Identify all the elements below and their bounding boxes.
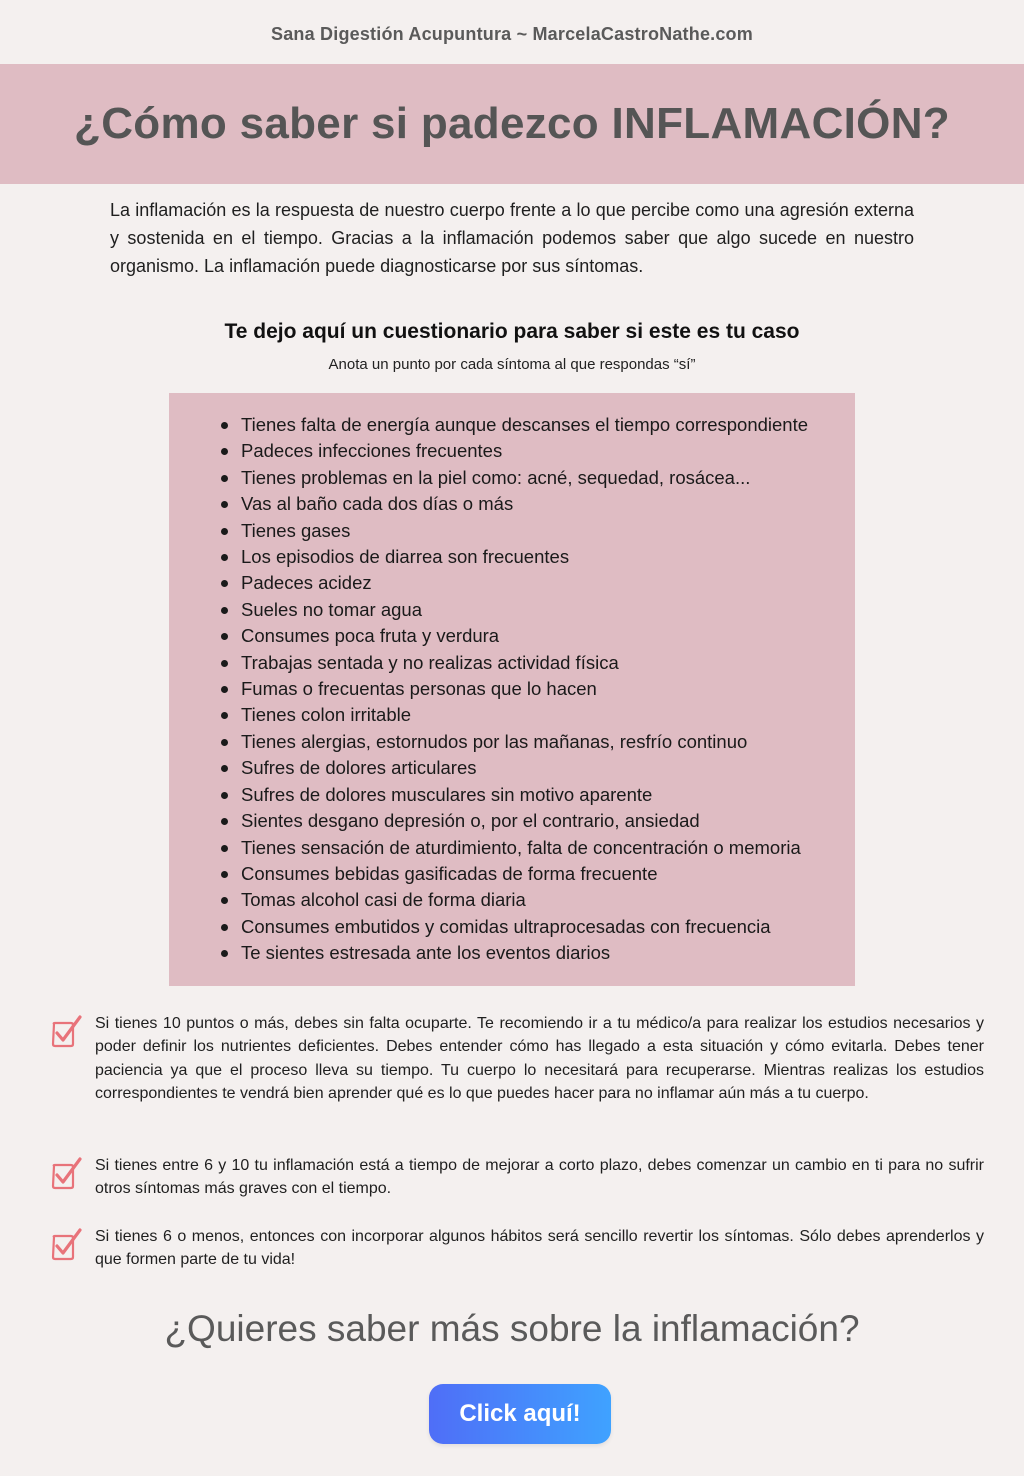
result-text: Si tienes 10 puntos o más, debes sin falta ocuparte. Te recomiendo ir a tu médico/a para realizar los estudios necesarios y poder definir los nutrientes deficientes. Debes entender cómo has llegado a esta situación y cómo evitarla. Debes tener paciencia ya que el proceso lleva su tiempo. Tu cuerpo lo necesitará para recuperarse. Mientras realizas los estudios correspondientes te vendrá bien aprender qué es lo que puedes hacer para no inflamar aún más a tu cuerpo. [95, 1015, 984, 1103]
title-banner [0, 64, 1024, 184]
symptom-item: Fumas o frecuentas personas que lo hacen [241, 676, 855, 702]
checkbox-check-icon [50, 1227, 82, 1261]
symptom-item: Vas al baño cada dos días o más [241, 491, 855, 517]
bullet-icon [221, 501, 228, 508]
symptom-item: Tienes falta de energía aunque descanses el tiempo correspondiente [241, 412, 855, 438]
symptom-item: Tomas alcohol casi de forma diaria [241, 887, 855, 913]
quiz-instructions: Anota un punto por cada síntoma al que respondas “sí” [328, 356, 696, 373]
bullet-icon [221, 950, 228, 957]
click-here-button[interactable]: Click aquí! [429, 1384, 611, 1444]
result-text: Si tienes entre 6 y 10 tu inflamación está a tiempo de mejorar a corto plazo, debes comenzar un cambio en ti para no sufrir otros síntomas más graves con el tiempo. [95, 1157, 984, 1198]
bullet-icon [221, 924, 228, 931]
bullet-icon [221, 897, 228, 904]
bullet-icon [221, 739, 228, 746]
symptom-item: Tienes gases [241, 518, 855, 544]
site-header: Sana Digestión Acupuntura ~ MarcelaCastroNathe.com [271, 24, 753, 44]
bullet-icon [221, 633, 228, 640]
bullet-icon [221, 845, 228, 852]
symptom-item: Tienes alergias, estornudos por las mañanas, resfrío continuo [241, 729, 855, 755]
quiz-heading: Te dejo aquí un cuestionario para saber si este es tu caso [224, 320, 800, 343]
symptom-item: Sufres de dolores articulares [241, 755, 855, 781]
symptom-item: Los episodios de diarrea son frecuentes [241, 544, 855, 570]
result-6-or-less [50, 1225, 984, 1272]
symptom-item: Consumes embutidos y comidas ultraprocesadas con frecuencia [241, 914, 855, 940]
cta-question: ¿Quieres saber más sobre la inflamación? [164, 1308, 860, 1349]
result-6-to-10 [50, 1154, 984, 1201]
intro-paragraph: La inflamación es la respuesta de nuestro cuerpo frente a lo que percibe como una agresión externa y sostenida en el tiempo. Gracias a la inflamación podemos saber que algo sucede en nuestro organismo. La inflamación puede diagnosticarse por sus síntomas. [110, 200, 914, 276]
symptom-item: Padeces acidez [241, 570, 855, 596]
symptom-item: Tienes sensación de aturdimiento, falta de concentración o memoria [241, 835, 855, 861]
bullet-icon [221, 686, 228, 693]
symptom-item: Sufres de dolores musculares sin motivo aparente [241, 782, 855, 808]
symptom-checklist [169, 393, 855, 986]
result-10-plus [50, 1012, 984, 1106]
bullet-icon [221, 607, 228, 614]
checkbox-check-icon [50, 1014, 82, 1048]
symptom-item: Consumes bebidas gasificadas de forma frecuente [241, 861, 855, 887]
symptom-item: Tienes colon irritable [241, 702, 855, 728]
bullet-icon [221, 818, 228, 825]
symptom-item: Sueles no tomar agua [241, 597, 855, 623]
symptom-item: Te sientes estresada ante los eventos diarios [241, 940, 855, 966]
symptom-item: Padeces infecciones frecuentes [241, 438, 855, 464]
bullet-icon [221, 475, 228, 482]
symptom-item: Tienes problemas en la piel como: acné, sequedad, rosácea... [241, 465, 855, 491]
bullet-icon [221, 528, 228, 535]
bullet-icon [221, 765, 228, 772]
symptom-item: Sientes desgano depresión o, por el contrario, ansiedad [241, 808, 855, 834]
page-title: ¿Cómo saber si padezco INFLAMACIÓN? [74, 99, 950, 148]
bullet-icon [221, 422, 228, 429]
result-text: Si tienes 6 o menos, entonces con incorporar algunos hábitos será sencillo revertir los síntomas. Sólo debes aprenderlos y que formen parte de tu vida! [95, 1228, 984, 1269]
bullet-icon [221, 448, 228, 455]
checkbox-check-icon [50, 1156, 82, 1190]
bullet-icon [221, 580, 228, 587]
symptom-list [169, 412, 855, 967]
symptom-item: Consumes poca fruta y verdura [241, 623, 855, 649]
bullet-icon [221, 554, 228, 561]
bullet-icon [221, 712, 228, 719]
symptom-item: Trabajas sentada y no realizas actividad física [241, 650, 855, 676]
bullet-icon [221, 871, 228, 878]
bullet-icon [221, 792, 228, 799]
bullet-icon [221, 660, 228, 667]
